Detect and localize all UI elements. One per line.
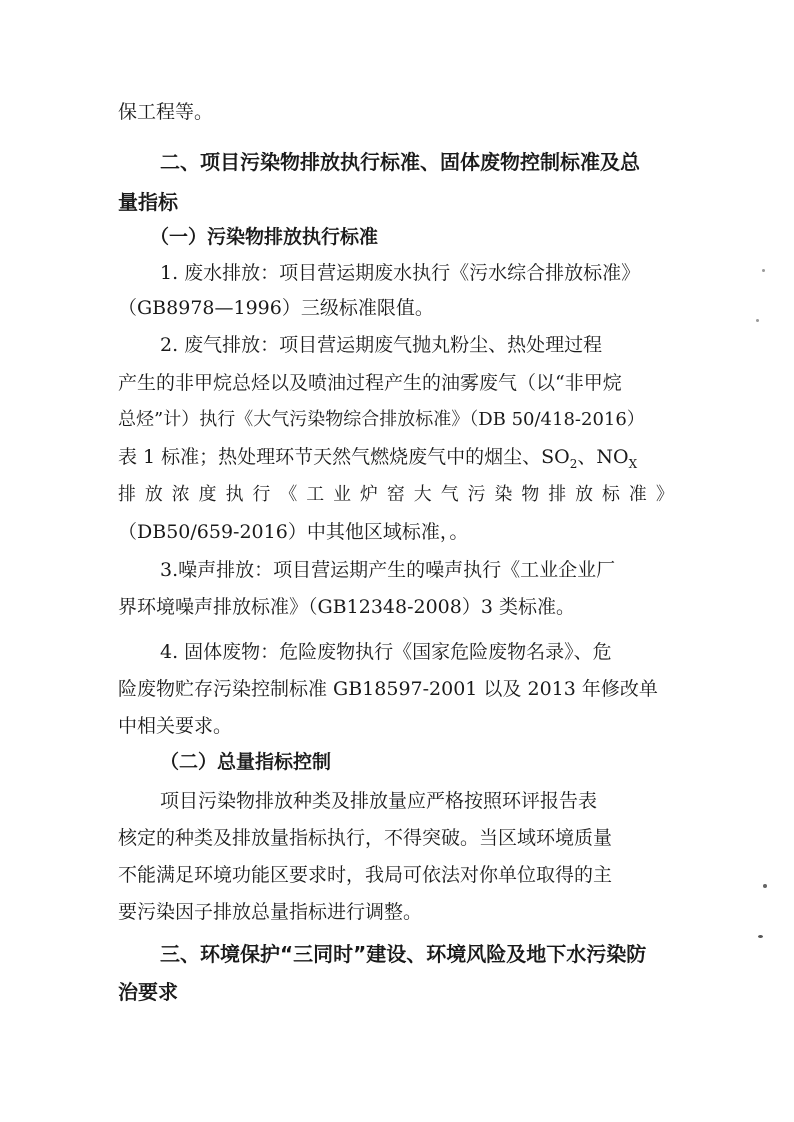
text-line: 保工程等。	[118, 101, 214, 123]
text-line: 产生的非甲烷总烃以及喷油过程产生的油雾废气（以“非甲烷	[118, 372, 622, 394]
text-line: 总烃”计）执行《大气污染物综合排放标准》（DB 50/418-2016）	[118, 409, 645, 430]
text-line-with-subscripts	[118, 445, 637, 476]
text-segment: 表 1 标准；热处理环节天然气燃烧废气中的烟尘、SO	[118, 446, 570, 468]
section-heading-cont: 治要求	[118, 980, 178, 1004]
text-line: 险废物贮存污染控制标准 GB18597-2001 以及 2013 年修改单	[118, 678, 658, 700]
text-line: （GB8978—1996）三级标准限值。	[118, 297, 434, 319]
scan-speck	[756, 319, 759, 322]
text-line: 界环境噪声排放标准》（GB12348-2008）3 类标准。	[118, 596, 575, 618]
text-line: 2. 废气排放：项目营运期废气抛丸粉尘、热处理过程	[160, 334, 603, 356]
text-line: 4. 固体废物：危险废物执行《国家危险废物名录》、危	[160, 641, 612, 663]
scan-speck	[763, 884, 767, 888]
subsection-heading: （一）污染物排放执行标准	[150, 226, 379, 248]
text-line: 不能满足环境功能区要求时，我局可依法对你单位取得的主	[118, 864, 613, 886]
text-line: 中相关要求。	[118, 715, 233, 737]
text-line: 1. 废水排放：项目营运期废水执行《污水综合排放标准》	[160, 262, 641, 284]
scan-speck	[762, 269, 765, 272]
text-line: 要污染因子排放总量指标进行调整。	[118, 901, 423, 923]
section-heading-cont: 量指标	[118, 190, 178, 214]
text-line: 排放浓度执行《工业炉窑大气污染物排放标准》	[118, 484, 683, 505]
section-heading: 三、环境保护“三同时”建设、环境风险及地下水污染防	[160, 942, 647, 966]
subscript: 2	[569, 456, 578, 471]
subscript: X	[628, 456, 638, 471]
subsection-heading: （二）总量指标控制	[160, 751, 332, 773]
text-line: 3.噪声排放：项目营运期产生的噪声执行《工业企业厂	[160, 559, 616, 581]
scan-speck	[758, 935, 763, 938]
text-line: 核定的种类及排放量指标执行，不得突破。当区域环境质量	[118, 827, 613, 849]
text-line: 项目污染物排放种类及排放量应严格按照环评报告表	[160, 790, 598, 812]
text-segment: 、NO	[577, 446, 629, 468]
text-line: （DB50/659-2016）中其他区域标准，。	[118, 521, 469, 543]
section-heading: 二、项目污染物排放执行标准、固体废物控制标准及总	[160, 150, 640, 174]
